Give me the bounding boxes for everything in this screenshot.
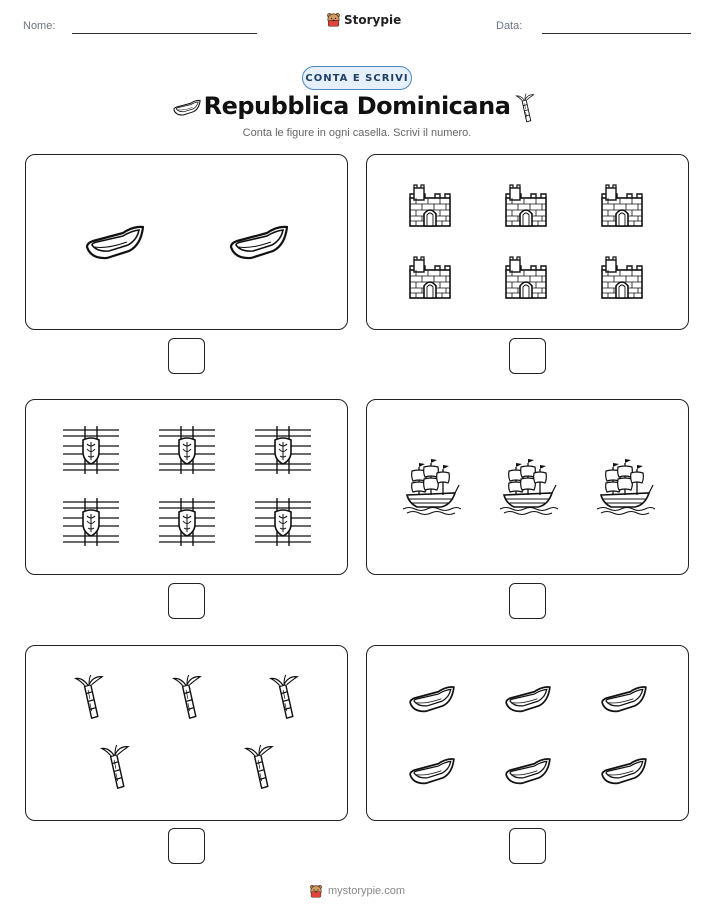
sugarcane-icon bbox=[74, 672, 104, 722]
fortress-icon bbox=[598, 255, 646, 301]
instructions: Conta le figure in ogni casella. Scrivi il numero. bbox=[242, 127, 472, 139]
counting-panel-4 bbox=[366, 399, 689, 575]
fortress-icon bbox=[406, 183, 454, 229]
flag-cross-icon bbox=[253, 496, 313, 548]
fortress-icon bbox=[502, 183, 550, 229]
fortress-icon bbox=[406, 255, 454, 301]
sugarcane-icon bbox=[100, 742, 130, 792]
activity-badge: CONTA E SCRIVI bbox=[302, 66, 412, 90]
footer-site[interactable]: mystorypie.com bbox=[327, 885, 406, 897]
counting-panel-3 bbox=[25, 399, 348, 575]
galleon-ship-icon bbox=[595, 458, 655, 516]
galleon-ship-icon bbox=[498, 458, 558, 516]
canoe-icon bbox=[227, 215, 291, 267]
canoe-icon bbox=[503, 678, 553, 718]
flag-cross-icon bbox=[61, 424, 121, 476]
sugarcane-icon bbox=[172, 672, 202, 722]
canoe-icon bbox=[407, 678, 457, 718]
bear-mascot-icon bbox=[326, 12, 341, 27]
canoe-icon bbox=[83, 215, 147, 267]
sugarcane-icon bbox=[269, 672, 299, 722]
footer bbox=[0, 884, 714, 898]
canoe-icon bbox=[599, 750, 649, 790]
name-label: Nome: bbox=[23, 20, 56, 32]
date-field[interactable] bbox=[542, 33, 691, 34]
sugarcane-icon bbox=[514, 93, 536, 123]
counting-panel-2 bbox=[366, 154, 689, 330]
fortress-icon bbox=[598, 183, 646, 229]
canoe-icon bbox=[503, 750, 553, 790]
name-field[interactable] bbox=[72, 33, 257, 34]
page-title: Repubblica Dominicana bbox=[203, 92, 511, 120]
answer-box-2[interactable] bbox=[509, 338, 546, 374]
flag-cross-icon bbox=[61, 496, 121, 548]
date-label: Data: bbox=[496, 20, 523, 32]
brand-name: Storypie bbox=[344, 12, 402, 27]
galleon-ship-icon bbox=[401, 458, 461, 516]
bear-mascot-icon bbox=[309, 884, 323, 898]
answer-box-4[interactable] bbox=[509, 583, 546, 619]
canoe-icon bbox=[407, 750, 457, 790]
answer-box-1[interactable] bbox=[168, 338, 205, 374]
counting-panel-6 bbox=[366, 645, 689, 821]
answer-box-6[interactable] bbox=[509, 828, 546, 864]
counting-panel-1 bbox=[25, 154, 348, 330]
fortress-icon bbox=[502, 255, 550, 301]
flag-cross-icon bbox=[157, 496, 217, 548]
flag-cross-icon bbox=[157, 424, 217, 476]
sugarcane-icon bbox=[244, 742, 274, 792]
counting-panel-5 bbox=[25, 645, 348, 821]
canoe-icon bbox=[599, 678, 649, 718]
answer-box-3[interactable] bbox=[168, 583, 205, 619]
answer-box-5[interactable] bbox=[168, 828, 205, 864]
flag-cross-icon bbox=[253, 424, 313, 476]
brand-logo bbox=[326, 12, 401, 27]
